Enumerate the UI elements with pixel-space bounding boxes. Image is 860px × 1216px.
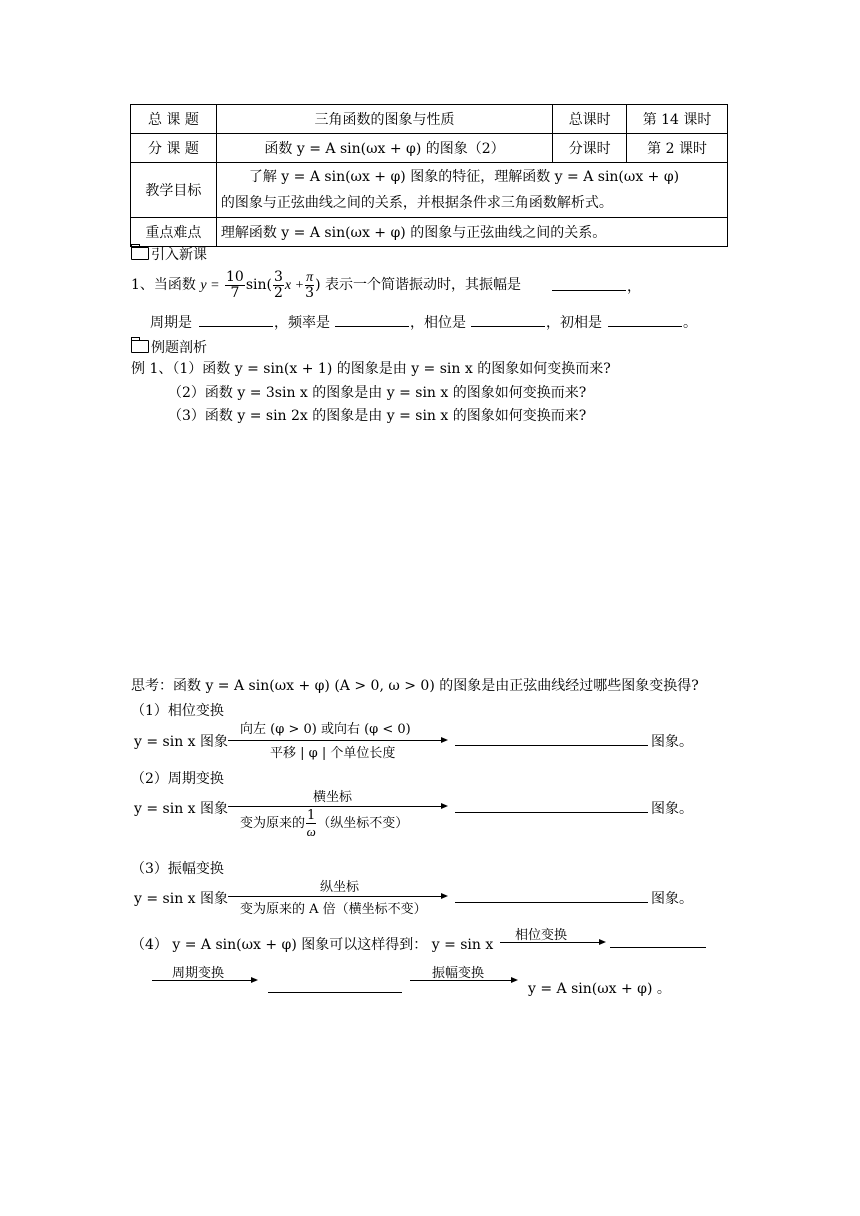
transform-2-end: 图象。 (651, 801, 693, 817)
frac-num: 10 (226, 268, 244, 285)
frequency-blank[interactable] (335, 326, 409, 327)
fraction (305, 270, 314, 301)
transform-1-above: 向左 (φ > 0) 或向右 (φ < 0) (240, 722, 411, 737)
transform-2-above: 横坐标 (313, 790, 353, 805)
q1-x: x + (284, 278, 305, 293)
transform-2-below-a: 变为原来的 (240, 816, 306, 831)
sub-topic-label: 分 课 题 (131, 134, 217, 163)
transform-4-arrow-3 (410, 980, 516, 981)
total-lessons-value: 第 14 课时 (627, 105, 728, 134)
transform-1-below: 平移 | φ | 个单位长度 (270, 746, 396, 761)
transform-3-below: 变为原来的 A 倍（横坐标不变） (240, 902, 427, 917)
transform-1-blank[interactable] (455, 745, 648, 746)
frac-den: 7 (230, 284, 240, 301)
transform-3-arrow (228, 896, 446, 897)
table-row (131, 218, 728, 247)
transform-4-prefix: （4） y = A sin(ωx + φ) 图象可以这样得到： y = sin x (131, 937, 494, 953)
transform-2-blank[interactable] (455, 812, 648, 813)
q1-line2-phase-label: ，相位是 (410, 315, 466, 331)
q1-prefix: 1、当函数 (131, 277, 196, 293)
transform-4-result: y = A sin(ωx + φ) 。 (528, 981, 671, 997)
transform-4-arrow-1 (500, 942, 604, 943)
question-1 (131, 266, 521, 305)
total-topic-value: 三角函数的图象与性质 (216, 105, 552, 134)
transform-4-blank-1[interactable] (610, 947, 706, 948)
transform-2-left: y = sin x 图象 (134, 801, 229, 817)
sub-lessons-label: 分课时 (553, 134, 627, 163)
transform-1-end: 图象。 (651, 734, 693, 750)
transform-3-above: 纵坐标 (320, 880, 360, 895)
transform-1-left: y = sin x 图象 (134, 734, 229, 750)
transform-4-blank-2[interactable] (268, 992, 402, 993)
initial-phase-blank[interactable] (608, 326, 682, 327)
header-table (130, 104, 728, 247)
example-1-part-3: （3）函数 y = sin 2x 的图象是由 y = sin x 的图象如何变换而来? (168, 408, 587, 424)
frac-num: 3 (273, 268, 283, 285)
q1-sin: sin( (245, 277, 272, 293)
folder-icon (131, 340, 149, 353)
table-row (131, 105, 728, 134)
fraction (306, 808, 316, 839)
transform-4-arrow-1-label: 相位变换 (515, 928, 568, 943)
transform-4-arrow-3-label: 振幅变换 (432, 966, 485, 981)
teaching-goal-value (216, 163, 727, 218)
transform-2-below-b: （纵坐标不变） (317, 816, 409, 831)
transform-4-arrow-2 (152, 980, 256, 981)
fraction (225, 270, 245, 301)
period-blank[interactable] (199, 326, 273, 327)
transform-3-title: （3）振幅变换 (131, 861, 224, 877)
frac-den: 2 (273, 284, 283, 301)
amplitude-blank[interactable] (552, 290, 626, 291)
frac-den: ω (306, 824, 316, 839)
folder-icon (131, 247, 149, 260)
teaching-goal-line-2: 的图象与正弦曲线之间的关系，并根据条件求三角函数解析式。 (220, 195, 613, 211)
transform-3-blank[interactable] (455, 902, 648, 903)
transform-3-left: y = sin x 图象 (134, 891, 229, 907)
think-question: 思考：函数 y = A sin(ωx + φ) (A > 0, ω > 0) 的图象是由正弦曲线经过哪些图象变换得? (131, 678, 699, 694)
total-topic-label: 总 课 题 (131, 105, 217, 134)
examples-heading (131, 337, 207, 357)
example-1-part-2: （2）函数 y = 3sin x 的图象是由 y = sin x 的图象如何变换而来? (168, 385, 587, 401)
q1-close: ) (315, 277, 321, 293)
transform-2-below (240, 806, 408, 842)
sub-topic-value: 函数 y = A sin(ωx + φ) 的图象（2） (216, 134, 552, 163)
q1-y: y = (200, 278, 220, 293)
table-row (131, 134, 728, 163)
example-1-part-1: 例 1、（1）函数 y = sin(x + 1) 的图象是由 y = sin x 的图象如何变换而来? (131, 361, 611, 377)
phase-blank[interactable] (471, 326, 545, 327)
q1-period-end: 。 (683, 315, 697, 331)
q1-comma: ， (627, 279, 641, 295)
transform-1-title: （1）相位变换 (131, 703, 224, 719)
fraction (273, 270, 284, 301)
table-row (131, 163, 728, 218)
transform-3-end: 图象。 (651, 891, 693, 907)
transform-4-arrow-2-label: 周期变换 (172, 966, 225, 981)
q1-suffix: 表示一个简谐振动时，其振幅是 (325, 277, 521, 293)
key-points-value: 理解函数 y = A sin(ωx + φ) 的图象与正弦曲线之间的关系。 (216, 218, 727, 247)
transform-2-title: （2）周期变换 (131, 771, 224, 787)
frac-num: π (306, 269, 314, 285)
sub-lessons-value: 第 2 课时 (627, 134, 728, 163)
teaching-goal-line-1: 了解 y = A sin(ωx + φ) 图象的特征，理解函数 y = A sin(ωx + φ) (248, 169, 680, 185)
frac-num: 1 (307, 808, 316, 823)
intro-heading (131, 244, 207, 264)
frac-den: 3 (305, 284, 315, 301)
transform-1-arrow (228, 740, 446, 741)
total-lessons-label: 总课时 (553, 105, 627, 134)
key-points-label: 重点难点 (131, 218, 217, 247)
q1-line2-frequency-label: ，频率是 (274, 315, 330, 331)
q1-line2-period-label: 周期是 (150, 315, 192, 331)
teaching-goal-label: 教学目标 (131, 163, 217, 218)
q1-line2-initial-phase-label: ，初相是 (546, 315, 602, 331)
examples-heading-text: 例题剖析 (151, 340, 207, 356)
intro-heading-text: 引入新课 (151, 247, 207, 263)
